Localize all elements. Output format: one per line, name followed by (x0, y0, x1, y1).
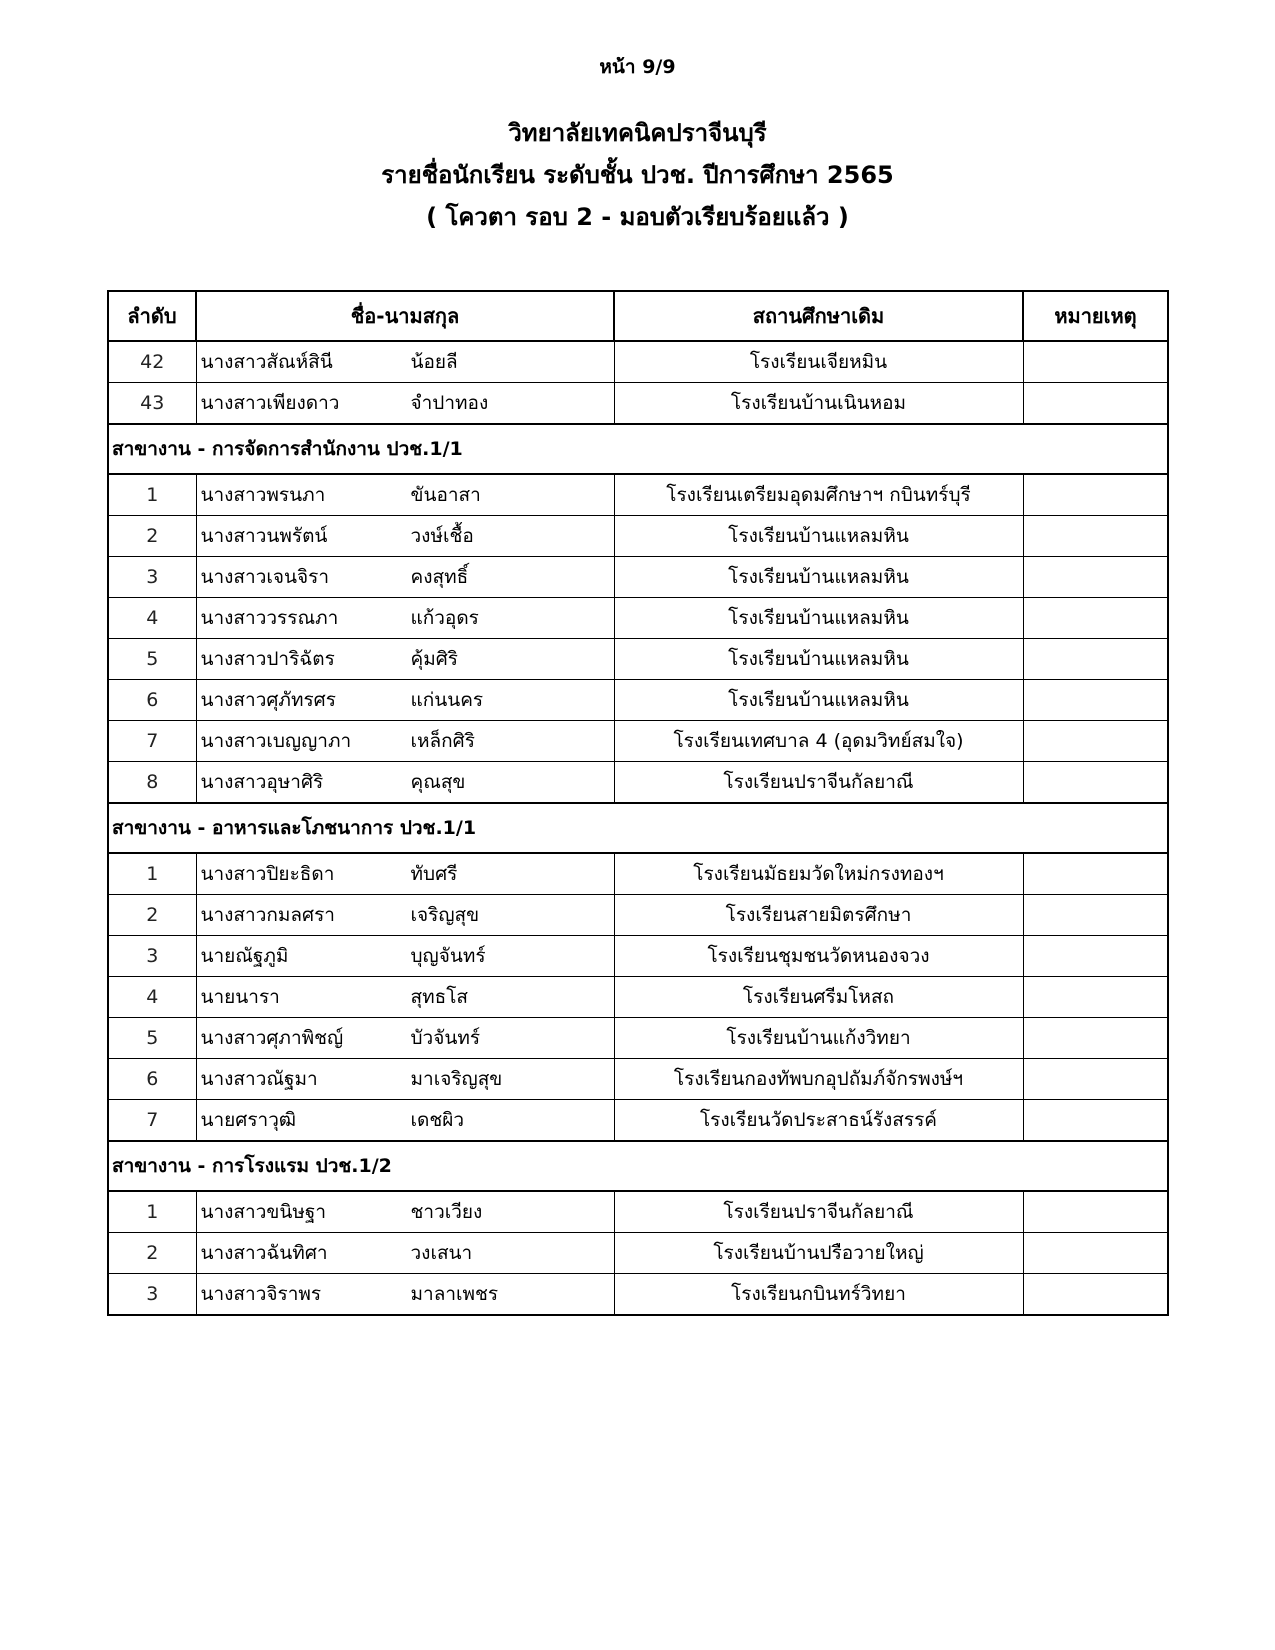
last-name: คุ้มศิริ (410, 648, 458, 670)
page-number: หน้า 9/9 (599, 56, 676, 78)
cell-fullname (196, 639, 614, 680)
cell-previous-school: โรงเรียนมัธยมวัดใหม่กรงทองฯ (614, 853, 1023, 895)
table-row (108, 516, 1168, 557)
cell-remarks (1023, 557, 1168, 598)
cell-remarks (1023, 977, 1168, 1018)
college-name: วิทยาลัยเทคนิคปราจีนบุรี (508, 119, 767, 147)
first-name: นางสาวพรนภา (200, 484, 326, 506)
first-name: นางสาวเพียงดาว (200, 392, 340, 414)
cell-fullname (196, 1100, 614, 1142)
table-row (108, 557, 1168, 598)
cell-previous-school: โรงเรียนศรีมโหสถ (614, 977, 1023, 1018)
first-name: นางสาววรรณภา (200, 607, 339, 629)
last-name: เหล็กศิริ (410, 730, 475, 752)
quota-subtitle: ( โควตา รอบ 2 - มอบตัวเรียบร้อยแล้ว ) (426, 203, 849, 231)
cell-previous-school: โรงเรียนบ้านปรือวายใหญ่ (614, 1233, 1023, 1274)
cell-remarks (1023, 895, 1168, 936)
cell-fullname (196, 1191, 614, 1233)
first-name: นางสาวกมลศรา (200, 904, 335, 926)
cell-fullname (196, 383, 614, 425)
cell-order: 7 (108, 1100, 196, 1142)
header-remarks: หมายเหตุ (1023, 291, 1168, 341)
cell-previous-school: โรงเรียนบ้านแหลมหิน (614, 516, 1023, 557)
first-name: นางสาวสัณห์สินี (200, 351, 333, 373)
first-name: นางสาวจิราพร (200, 1283, 322, 1305)
table-row (108, 853, 1168, 895)
first-name: นางสาวณัฐมา (200, 1068, 318, 1090)
cell-order: 8 (108, 762, 196, 804)
first-name: นายนารา (200, 986, 280, 1008)
cell-fullname (196, 895, 614, 936)
cell-fullname (196, 1018, 614, 1059)
last-name: บัวจันทร์ (410, 1027, 481, 1049)
first-name: นางสาวศุภัทรศร (200, 689, 336, 711)
cell-fullname (196, 977, 614, 1018)
table-row (108, 1018, 1168, 1059)
cell-previous-school: โรงเรียนบ้านแหลมหิน (614, 557, 1023, 598)
first-name: นายศราวุฒิ (200, 1109, 297, 1131)
cell-fullname (196, 598, 614, 639)
table-row (108, 474, 1168, 516)
cell-remarks (1023, 383, 1168, 425)
table-row (108, 762, 1168, 804)
cell-fullname (196, 853, 614, 895)
student-roster-table (107, 290, 1169, 1316)
last-name: ชาวเวียง (410, 1201, 483, 1223)
table-row (108, 341, 1168, 383)
cell-order: 4 (108, 598, 196, 639)
last-name: น้อยลี (410, 351, 458, 373)
cell-order: 5 (108, 639, 196, 680)
cell-order: 2 (108, 1233, 196, 1274)
table-row (108, 1191, 1168, 1233)
table-row (108, 721, 1168, 762)
section-label: สาขางาน - อาหารและโภชนาการ ปวช.1/1 (108, 803, 1168, 853)
cell-previous-school: โรงเรียนเทศบาล 4 (อุดมวิทย์สมใจ) (614, 721, 1023, 762)
cell-remarks (1023, 680, 1168, 721)
cell-remarks (1023, 1191, 1168, 1233)
section-header-row (108, 424, 1168, 474)
cell-previous-school: โรงเรียนปราจีนกัลยาณี (614, 1191, 1023, 1233)
cell-order: 5 (108, 1018, 196, 1059)
last-name: มาเจริญสุข (410, 1068, 503, 1090)
first-name: นางสาวขนิษฐา (200, 1201, 327, 1223)
first-name: นางสาวฉันทิศา (200, 1242, 328, 1264)
first-name: นายณัฐภูมิ (200, 945, 289, 967)
last-name: เจริญสุข (410, 904, 480, 926)
cell-order: 6 (108, 1059, 196, 1100)
table-row (108, 680, 1168, 721)
cell-remarks (1023, 341, 1168, 383)
last-name: ทับศรี (410, 863, 458, 885)
document-title (0, 112, 1275, 238)
first-name: นางสาวปาริฉัตร (200, 648, 335, 670)
last-name: แก่นนคร (410, 689, 484, 711)
cell-remarks (1023, 474, 1168, 516)
cell-order: 1 (108, 474, 196, 516)
cell-fullname (196, 516, 614, 557)
table-row (108, 1233, 1168, 1274)
cell-fullname (196, 341, 614, 383)
cell-remarks (1023, 1018, 1168, 1059)
first-name: นางสาวอุษาศิริ (200, 771, 324, 793)
cell-fullname (196, 936, 614, 977)
cell-remarks (1023, 1100, 1168, 1142)
cell-previous-school: โรงเรียนเจียหมิน (614, 341, 1023, 383)
table-row (108, 598, 1168, 639)
cell-fullname (196, 557, 614, 598)
table-row (108, 383, 1168, 425)
cell-previous-school: โรงเรียนวัดประสาธน์รังสรรค์ (614, 1100, 1023, 1142)
header-previous-school: สถานศึกษาเดิม (614, 291, 1023, 341)
header-fullname: ชื่อ-นามสกุล (196, 291, 614, 341)
last-name: สุทธโส (410, 986, 469, 1008)
cell-remarks (1023, 721, 1168, 762)
cell-remarks (1023, 853, 1168, 895)
cell-order: 1 (108, 1191, 196, 1233)
cell-order: 3 (108, 936, 196, 977)
cell-previous-school: โรงเรียนกองทัพบกอุปถัมภ์จักรพงษ์ฯ (614, 1059, 1023, 1100)
first-name: นางสาวศุภาพิชญ์ (200, 1027, 344, 1049)
cell-previous-school: โรงเรียนปราจีนกัลยาณี (614, 762, 1023, 804)
cell-order: 4 (108, 977, 196, 1018)
cell-previous-school: โรงเรียนบ้านแหลมหิน (614, 598, 1023, 639)
cell-order: 43 (108, 383, 196, 425)
cell-previous-school: โรงเรียนชุมชนวัดหนองจวง (614, 936, 1023, 977)
cell-order: 2 (108, 516, 196, 557)
cell-order: 3 (108, 557, 196, 598)
cell-order: 3 (108, 1274, 196, 1316)
cell-fullname (196, 762, 614, 804)
table-body (108, 341, 1168, 1315)
cell-fullname (196, 1274, 614, 1316)
cell-fullname (196, 1059, 614, 1100)
last-name: วงษ์เชื้อ (410, 525, 474, 547)
cell-order: 42 (108, 341, 196, 383)
cell-previous-school: โรงเรียนกบินทร์วิทยา (614, 1274, 1023, 1316)
section-label: สาขางาน - การโรงแรม ปวช.1/2 (108, 1141, 1168, 1191)
last-name: เดชผิว (410, 1109, 465, 1131)
table-row (108, 936, 1168, 977)
cell-remarks (1023, 1059, 1168, 1100)
section-label: สาขางาน - การจัดการสำนักงาน ปวช.1/1 (108, 424, 1168, 474)
table-row (108, 1059, 1168, 1100)
last-name: มาลาเพชร (410, 1283, 499, 1305)
section-header-row (108, 1141, 1168, 1191)
cell-previous-school: โรงเรียนบ้านแก้งวิทยา (614, 1018, 1023, 1059)
first-name: นางสาวปิยะธิดา (200, 863, 335, 885)
first-name: นางสาวเบญญาภา (200, 730, 352, 752)
cell-fullname (196, 680, 614, 721)
cell-order: 1 (108, 853, 196, 895)
cell-previous-school: โรงเรียนบ้านแหลมหิน (614, 680, 1023, 721)
cell-previous-school: โรงเรียนบ้านแหลมหิน (614, 639, 1023, 680)
cell-order: 6 (108, 680, 196, 721)
cell-remarks (1023, 598, 1168, 639)
cell-remarks (1023, 639, 1168, 680)
last-name: ขันอาสา (410, 484, 481, 506)
last-name: คงสุทธิ์ (410, 566, 469, 588)
cell-remarks (1023, 762, 1168, 804)
last-name: คุณสุข (410, 771, 466, 793)
first-name: นางสาวเจนจิรา (200, 566, 329, 588)
last-name: แก้วอุดร (410, 607, 479, 629)
table-row (108, 1274, 1168, 1316)
cell-fullname (196, 1233, 614, 1274)
last-name: จำปาทอง (410, 392, 489, 414)
cell-order: 2 (108, 895, 196, 936)
last-name: บุญจันทร์ (410, 945, 486, 967)
last-name: วงเสนา (410, 1242, 473, 1264)
table-row (108, 1100, 1168, 1142)
first-name: นางสาวนพรัตน์ (200, 525, 328, 547)
cell-previous-school: โรงเรียนเตรียมอุดมศึกษาฯ กบินทร์บุรี (614, 474, 1023, 516)
cell-previous-school: โรงเรียนสายมิตรศึกษา (614, 895, 1023, 936)
cell-fullname (196, 721, 614, 762)
cell-remarks (1023, 1274, 1168, 1316)
list-title: รายชื่อนักเรียน ระดับชั้น ปวช. ปีการศึกษา 2565 (381, 161, 894, 189)
header-order: ลำดับ (108, 291, 196, 341)
table-header-row (108, 291, 1168, 341)
table-row (108, 639, 1168, 680)
section-header-row (108, 803, 1168, 853)
cell-order: 7 (108, 721, 196, 762)
cell-remarks (1023, 516, 1168, 557)
table-row (108, 977, 1168, 1018)
cell-remarks (1023, 936, 1168, 977)
cell-remarks (1023, 1233, 1168, 1274)
cell-previous-school: โรงเรียนบ้านเนินหอม (614, 383, 1023, 425)
cell-fullname (196, 474, 614, 516)
table-row (108, 895, 1168, 936)
